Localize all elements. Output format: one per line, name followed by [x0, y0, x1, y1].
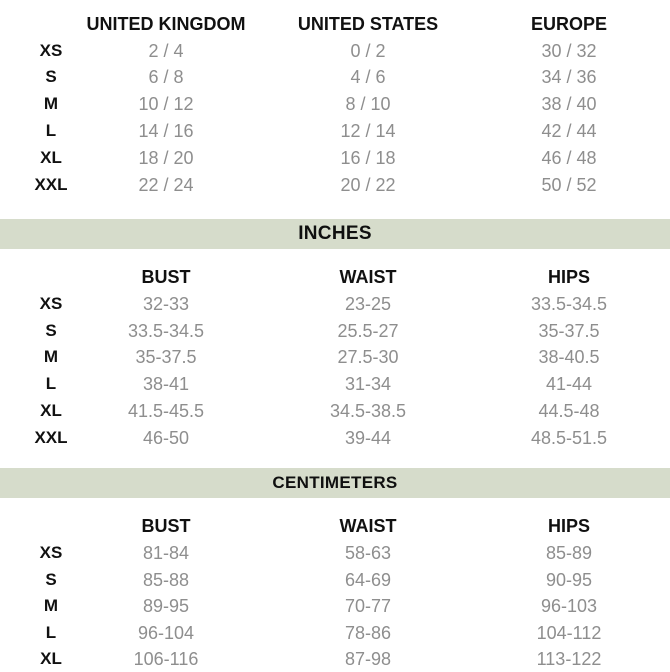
hips-value: 85-89 [545, 543, 593, 563]
hips-value: 113-122 [536, 649, 602, 669]
conversion-header-row [0, 11, 670, 37]
waist-value: 70-77 [344, 596, 392, 616]
uk-value: 14 / 16 [138, 121, 194, 141]
uk-value: 10 / 12 [138, 94, 194, 114]
conversion-row-xl [0, 145, 670, 171]
centimeters-row-xs [0, 540, 670, 566]
bust-value: 106-116 [133, 649, 199, 669]
size-label: XS [39, 543, 63, 562]
conversion-row-s [0, 64, 670, 90]
waist-value: 78-86 [344, 623, 392, 643]
hips-value: 44.5-48 [538, 401, 600, 421]
us-value: 8 / 10 [345, 94, 391, 114]
uk-value: 22 / 24 [138, 175, 194, 195]
centimeters-row-m [0, 593, 670, 619]
eu-value: 30 / 32 [541, 41, 597, 61]
size-label: XS [39, 41, 63, 60]
centimeters-section-title: CENTIMETERS [0, 468, 670, 498]
bust-value: 32-33 [142, 294, 190, 314]
us-value: 12 / 14 [340, 121, 396, 141]
centimeters-row-xl [0, 646, 670, 672]
size-label: M [43, 596, 59, 615]
us-value: 20 / 22 [340, 175, 396, 195]
header-united-kingdom: UNITED KINGDOM [86, 14, 246, 34]
header-bust: BUST [141, 267, 191, 287]
waist-value: 27.5-30 [337, 347, 399, 367]
header-hips: HIPS [547, 516, 590, 536]
size-label: M [43, 94, 59, 113]
centimeters-header-row [0, 513, 670, 539]
inches-row-l [0, 371, 670, 397]
uk-value: 6 / 8 [148, 67, 184, 87]
hips-value: 48.5-51.5 [530, 428, 608, 448]
size-label: XXL [34, 428, 68, 447]
waist-value: 87-98 [344, 649, 392, 669]
size-label: L [45, 374, 57, 393]
centimeters-row-s [0, 567, 670, 593]
uk-value: 18 / 20 [138, 148, 194, 168]
waist-value: 39-44 [344, 428, 392, 448]
bust-value: 46-50 [142, 428, 190, 448]
bust-value: 85-88 [142, 570, 190, 590]
inches-row-m [0, 344, 670, 370]
conversion-row-xs [0, 38, 670, 64]
size-label: XS [39, 294, 63, 313]
size-label: L [45, 121, 57, 140]
bust-value: 89-95 [142, 596, 190, 616]
us-value: 4 / 6 [350, 67, 386, 87]
hips-value: 33.5-34.5 [530, 294, 608, 314]
header-hips: HIPS [547, 267, 590, 287]
bust-value: 38-41 [142, 374, 190, 394]
us-value: 16 / 18 [340, 148, 396, 168]
inches-row-xs [0, 291, 670, 317]
eu-value: 46 / 48 [541, 148, 597, 168]
size-label: M [43, 347, 59, 366]
uk-value: 2 / 4 [148, 41, 184, 61]
hips-value: 35-37.5 [538, 321, 600, 341]
waist-value: 23-25 [344, 294, 392, 314]
eu-value: 42 / 44 [541, 121, 597, 141]
inches-section-title: INCHES [0, 219, 670, 249]
size-label: XL [40, 401, 62, 420]
hips-value: 96-103 [540, 596, 598, 616]
header-bust: BUST [141, 516, 191, 536]
conversion-row-xxl [0, 172, 670, 198]
eu-value: 38 / 40 [541, 94, 597, 114]
inches-header-row [0, 264, 670, 290]
size-label: XL [40, 649, 62, 668]
size-label: XXL [34, 175, 68, 194]
inches-row-xl [0, 398, 670, 424]
waist-value: 25.5-27 [337, 321, 399, 341]
conversion-row-l [0, 118, 670, 144]
size-label: S [45, 570, 57, 589]
hips-value: 41-44 [545, 374, 593, 394]
conversion-row-m [0, 91, 670, 117]
hips-value: 90-95 [545, 570, 593, 590]
inches-row-xxl [0, 425, 670, 451]
waist-value: 64-69 [344, 570, 392, 590]
bust-value: 33.5-34.5 [127, 321, 205, 341]
header-waist: WAIST [339, 267, 397, 287]
size-label: S [45, 67, 57, 86]
bust-value: 96-104 [137, 623, 195, 643]
header-united-states: UNITED STATES [297, 14, 439, 34]
waist-value: 31-34 [344, 374, 392, 394]
eu-value: 50 / 52 [541, 175, 597, 195]
bust-value: 35-37.5 [135, 347, 197, 367]
waist-value: 34.5-38.5 [329, 401, 407, 421]
size-label: XL [40, 148, 62, 167]
header-europe: EUROPE [530, 14, 608, 34]
bust-value: 41.5-45.5 [127, 401, 205, 421]
size-label: S [45, 321, 57, 340]
us-value: 0 / 2 [350, 41, 386, 61]
inches-row-s [0, 318, 670, 344]
eu-value: 34 / 36 [541, 67, 597, 87]
size-label: L [45, 623, 57, 642]
waist-value: 58-63 [344, 543, 392, 563]
header-waist: WAIST [339, 516, 397, 536]
centimeters-row-l [0, 620, 670, 646]
bust-value: 81-84 [142, 543, 190, 563]
hips-value: 104-112 [536, 623, 602, 643]
hips-value: 38-40.5 [538, 347, 600, 367]
